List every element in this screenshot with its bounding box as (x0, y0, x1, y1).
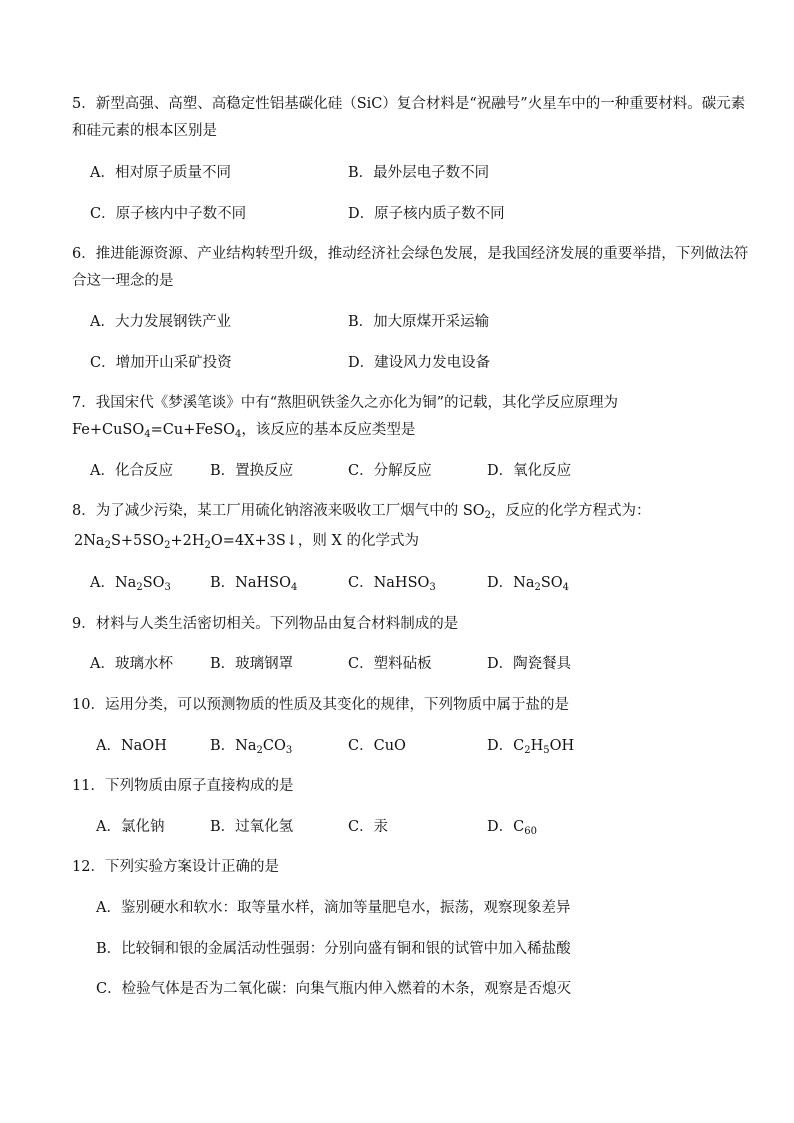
question-9-stem: 9．材料与人类生活密切相关。下列物品由复合材料制成的是 (72, 616, 459, 632)
question-7-option-b[interactable]: B．置换反应 (210, 463, 294, 479)
question-9-option-b[interactable]: B．玻璃钢罩 (210, 656, 294, 672)
q8-subscript: 2 (484, 510, 492, 521)
question-6-option-b[interactable]: B．加大原煤开采运输 (348, 314, 490, 330)
question-10-option-b[interactable] (210, 736, 292, 756)
opt-subscript: 3 (429, 582, 436, 593)
question-11-stem: 11．下列物质由原子直接构成的是 (72, 778, 294, 794)
eq-subscript: 2 (204, 540, 211, 551)
opt-text: SO (142, 575, 165, 591)
opt-subscript: 2 (524, 745, 531, 756)
opt-text: H (530, 738, 544, 754)
opt-subscript: 2 (534, 582, 541, 593)
question-7-option-a[interactable]: A．化合反应 (90, 463, 173, 479)
question-5-option-c[interactable]: C．原子核内中子数不同 (90, 206, 247, 222)
q8-stem-text: ，反应的化学方程式为： (491, 503, 651, 519)
question-10-option-d[interactable] (487, 736, 574, 756)
opt-text: A．Na (90, 575, 137, 591)
question-10-option-c[interactable]: C．CuO (348, 738, 406, 754)
opt-subscript: 2 (256, 745, 263, 756)
question-10-option-a[interactable]: A．NaOH (96, 738, 167, 754)
question-6-option-a[interactable]: A．大力发展钢铁产业 (90, 314, 231, 330)
opt-text: D．C (487, 819, 525, 835)
question-10-stem: 10．运用分类，可以预测物质的性质及其变化的规律，下列物质中属于盐的是 (72, 697, 569, 713)
question-9-option-a[interactable]: A．玻璃水杯 (90, 656, 173, 672)
eq-part: +2H (170, 533, 205, 549)
opt-text: B．NaHSO (210, 575, 291, 591)
eq-part: S+5SO (110, 533, 165, 549)
q7-subscript: 4 (235, 429, 242, 440)
question-8-option-c[interactable] (348, 573, 436, 593)
question-12-option-a[interactable]: A．鉴别硬水和软水：取等量水样，滴加等量肥皂水，振荡，观察现象差异 (96, 900, 571, 916)
opt-text: C．NaHSO (348, 575, 430, 591)
question-6-stem-line2: 合这一理念的是 (72, 273, 174, 289)
question-8-option-d[interactable] (487, 573, 569, 593)
q7-formula-part: Fe+CuSO (72, 422, 145, 438)
eq-subscript: 2 (104, 540, 111, 551)
question-12-stem: 12．下列实验方案设计正确的是 (72, 859, 279, 875)
opt-subscript: 2 (136, 582, 143, 593)
opt-text: D．C (487, 738, 525, 754)
question-5-stem-line2: 和硅元素的根本区别是 (72, 123, 217, 139)
question-6-option-d[interactable]: D．建设风力发电设备 (348, 355, 491, 371)
question-8-option-a[interactable] (90, 573, 171, 593)
opt-subscript: 4 (290, 582, 298, 593)
opt-subscript: 3 (164, 582, 171, 593)
eq-subscript: 2 (164, 540, 171, 551)
opt-text: B．Na (210, 738, 257, 754)
question-8-stem-line1 (72, 501, 651, 521)
eq-part: 2Na (74, 533, 105, 549)
question-5-stem-line1: 5．新型高强、高塑、高稳定性铝基碳化硅（SiC）复合材料是“祝融号”火星车中的一种重要材料。碳元素 (72, 96, 746, 112)
opt-subscript: 4 (562, 582, 570, 593)
question-6-stem-line1: 6．推进能源资源、产业结构转型升级，推动经济社会绿色发展，是我国经济发展的重要举措，下列做法符 (72, 246, 749, 262)
question-9-option-d[interactable]: D．陶瓷餐具 (487, 656, 572, 672)
opt-text: OH (549, 738, 575, 754)
question-7-stem-line1: 7．我国宋代《梦溪笔谈》中有“熬胆矾铁釜久之亦化为铜”的记载，其化学反应原理为 (72, 395, 619, 411)
question-5-option-a[interactable]: A．相对原子质量不同 (90, 165, 231, 181)
question-7-option-c[interactable]: C．分解反应 (348, 463, 432, 479)
question-5-option-b[interactable]: B．最外层电子数不同 (348, 165, 490, 181)
question-5-option-d[interactable]: D．原子核内质子数不同 (348, 206, 505, 222)
question-12-option-b[interactable]: B．比较铜和银的金属活动性强弱：分别向盛有铜和银的试管中加入稀盐酸 (96, 941, 571, 957)
q7-formula-part: =Cu+FeSO (150, 422, 236, 438)
question-11-option-c[interactable]: C．汞 (348, 819, 389, 835)
opt-text: D．Na (487, 575, 535, 591)
question-7-option-d[interactable]: D．氧化反应 (487, 463, 572, 479)
question-7-stem-line2 (72, 420, 415, 440)
q8-stem-text: 8．为了减少污染，某工厂用硫化钠溶液来吸收工厂烟气中的 SO (72, 503, 485, 519)
opt-subscript: 3 (285, 745, 293, 756)
eq-part: O=4X+3S↓，则 X 的化学式为 (210, 533, 419, 549)
question-11-option-d[interactable] (487, 817, 537, 837)
question-6-option-c[interactable]: C．增加开山采矿投资 (90, 355, 232, 371)
opt-subscript: 5 (543, 745, 550, 756)
opt-text: CO (262, 738, 286, 754)
question-11-option-b[interactable]: B．过氧化氢 (210, 819, 294, 835)
question-8-option-b[interactable] (210, 573, 297, 593)
q7-stem-text: ，该反应的基本反应类型是 (241, 422, 416, 438)
question-12-option-c[interactable]: C．检验气体是否为二氧化碳：向集气瓶内伸入燃着的木条，观察是否熄灭 (96, 981, 572, 997)
question-8-equation (74, 531, 419, 551)
opt-subscript: 60 (524, 826, 537, 837)
q7-subscript: 4 (144, 429, 151, 440)
question-9-option-c[interactable]: C．塑料砧板 (348, 656, 432, 672)
opt-text: SO (540, 575, 563, 591)
question-11-option-a[interactable]: A．氯化钠 (96, 819, 165, 835)
